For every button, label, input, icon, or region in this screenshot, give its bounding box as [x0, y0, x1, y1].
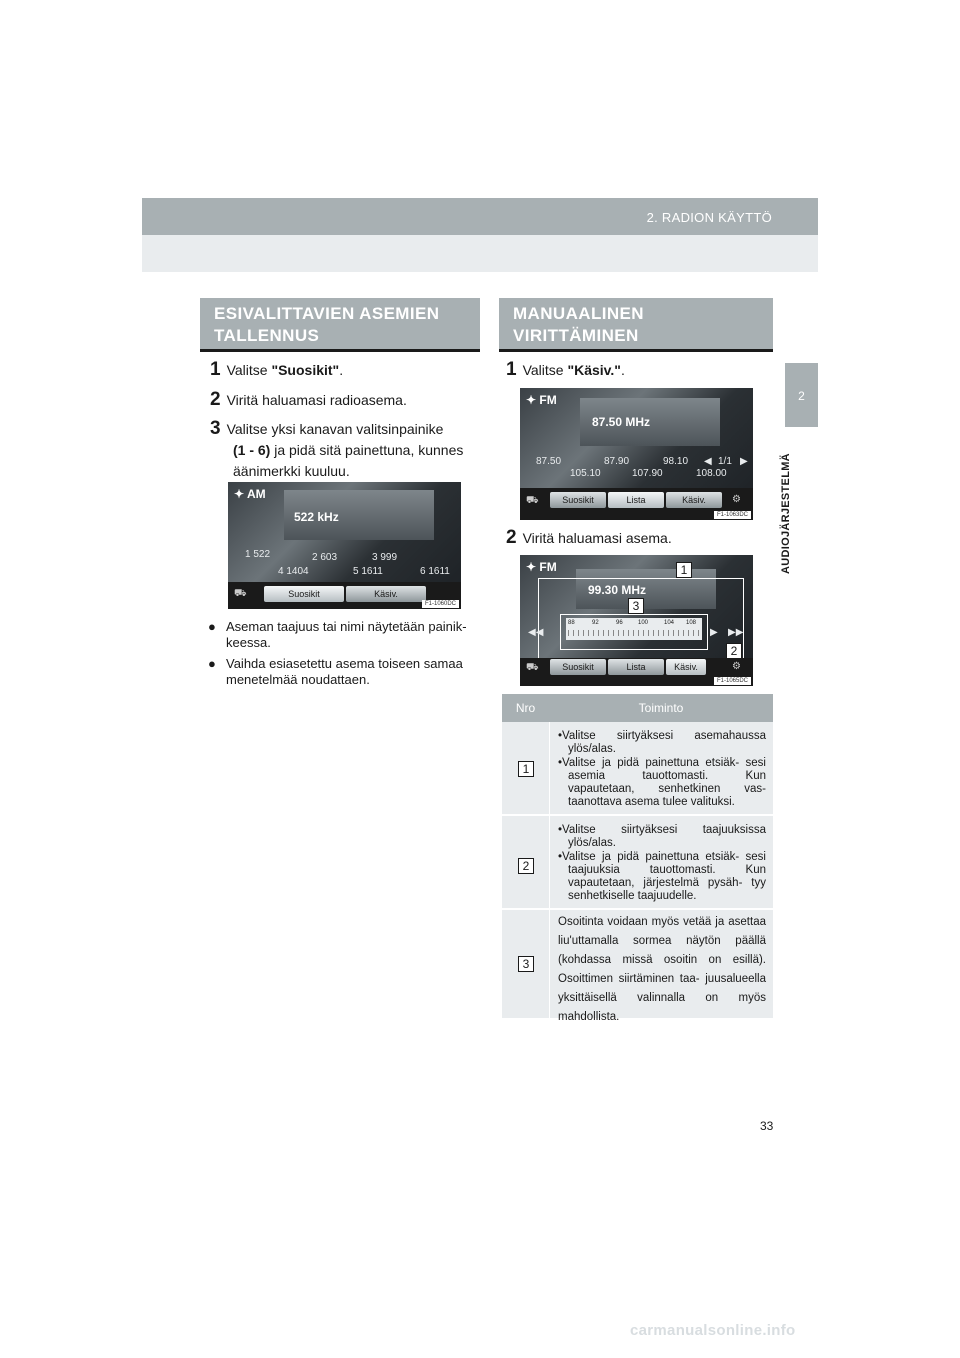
station-freq[interactable]: 98.10 [663, 456, 689, 467]
image-code: F1-1063DC [714, 511, 751, 519]
table-header [502, 694, 773, 722]
left-step-2: 2 Viritä haluamasi radioasema. [210, 389, 407, 410]
bullet-2: ● Vaihda esiasetettu asema toiseen samaa menetelmää noudattaen. [208, 656, 463, 687]
section-title: 2. RADION KÄYTTÖ [646, 210, 772, 225]
station-freq[interactable]: 87.50 [536, 456, 562, 467]
preset-3[interactable]: 3 999 [372, 552, 398, 563]
col-function-header: Toiminto [638, 701, 684, 715]
page-left-arrow-icon[interactable]: ◀ [704, 456, 712, 467]
row-number: 2 [518, 858, 534, 874]
station-freq[interactable]: 105.10 [570, 468, 601, 479]
watermark: carmanualsonline.info [630, 1322, 796, 1339]
row-number: 1 [518, 761, 534, 777]
page-number: 33 [760, 1119, 774, 1133]
image-code: F1-1060DC [422, 600, 459, 608]
seek-up-icon[interactable]: ▶▶ [728, 627, 744, 638]
image-code: F1-1065DC [714, 677, 751, 685]
preset-5[interactable]: 5 1611 [353, 566, 383, 577]
frequency-display: 522 kHz [294, 510, 339, 524]
callout-3: 3 [628, 598, 644, 614]
car-icon: ⛟ [526, 662, 539, 673]
left-step-3: 3 Valitse yksi kanavan valitsinpainike [210, 418, 444, 439]
row-number: 3 [518, 956, 534, 972]
manual-button[interactable]: Käsiv. [666, 659, 706, 675]
callout-1: 1 [676, 562, 692, 578]
page-right-arrow-icon[interactable]: ▶ [740, 456, 748, 467]
callout-2: 2 [726, 643, 742, 659]
frequency-scale[interactable]: 88 92 96 100 104 108 [566, 618, 702, 640]
row-text: •Valitse siirtyäksesi taajuuksissa ylös/alas. •Valitse ja pidä painettuna etsiäk- sesi taajuuksia tauottomasti. Kun vapautetaan, järjestelmä pysäh- tyy senhetkiselle taajuudelle. [558, 824, 766, 902]
settings-icon[interactable]: ⚙ [732, 661, 741, 672]
favorites-button[interactable]: Suosikit [550, 492, 606, 508]
station-freq[interactable]: 107.90 [632, 468, 663, 479]
row-text: Osoitinta voidaan myös vetää ja asettaa liu'uttamalla sormea näytön päällä (kohdassa missä osoitin on esillä). Osoittimen siirtäminen taa- juusalueella yksittäisellä valinnalla on myös mahdollista. [558, 916, 766, 1023]
frequency-display: 99.30 MHz [588, 583, 647, 597]
table-row [502, 722, 773, 814]
col-no-header: Nro [515, 701, 536, 715]
page-indicator: 1/1 [718, 456, 732, 467]
favorites-button[interactable]: Suosikit [264, 586, 344, 602]
preset-1[interactable]: 1 522 [245, 549, 271, 560]
frequency-display: 87.50 MHz [592, 415, 651, 429]
right-step-2: 2 Viritä haluamasi asema. [506, 527, 672, 548]
chapter-number: 2 [798, 389, 805, 403]
bullet-1: ● Aseman taajuus tai nimi näytetään painik- keessa. [208, 619, 467, 650]
right-step-1: 1 Valitse "Käsiv.". [506, 359, 625, 380]
left-step-3-cont2: äänimerkki kuuluu. [233, 463, 350, 479]
car-icon: ⛟ [526, 495, 539, 506]
manual-button[interactable]: Käsiv. [666, 492, 722, 508]
fm-list-screen [520, 388, 753, 520]
preset-2[interactable]: 2 603 [312, 552, 338, 563]
band-label: ✦ FM [526, 393, 557, 407]
tune-up-icon[interactable]: ▶ [710, 627, 718, 638]
favorites-button[interactable]: Suosikit [550, 659, 606, 675]
list-button[interactable]: Lista [608, 659, 664, 675]
car-icon: ⛟ [234, 588, 247, 599]
left-step-3-cont: (1 - 6) ja pidä sitä painettuna, kunnes [233, 442, 464, 458]
table-row [502, 910, 773, 1023]
left-section-heading: ESIVALITTAVIEN ASEMIEN TALLENNUS [200, 298, 480, 352]
preset-4[interactable]: 4 1404 [278, 566, 309, 577]
band-label: ✦ AM [234, 487, 266, 501]
left-step-1: 1 Valitse "Suosikit". [210, 359, 344, 380]
station-freq[interactable]: 87.90 [604, 456, 630, 467]
right-section-heading: MANUAALINEN VIRITTÄMINEN [499, 298, 773, 352]
preset-6[interactable]: 6 1611 [420, 566, 450, 577]
fm-manual-screen [520, 555, 753, 686]
list-button[interactable]: Lista [608, 492, 664, 508]
am-preset-screen [228, 482, 461, 609]
table-row [502, 816, 773, 908]
station-freq[interactable]: 108.00 [696, 468, 727, 479]
manual-button[interactable]: Käsiv. [346, 586, 426, 602]
chapter-label: AUDIOJÄRJESTELMÄ [780, 453, 792, 574]
band-label: ✦ FM [526, 560, 557, 574]
seek-down-icon[interactable]: ◀◀ [528, 627, 544, 638]
row-text: •Valitse siirtyäksesi asemahaussa ylös/alas. •Valitse ja pidä painettuna etsiäk- sesi asemia tauottomasti. Kun vapautetaan, senhetkinen vas- taanottava asema tulee valituksi. [558, 730, 766, 808]
settings-icon[interactable]: ⚙ [732, 494, 741, 505]
